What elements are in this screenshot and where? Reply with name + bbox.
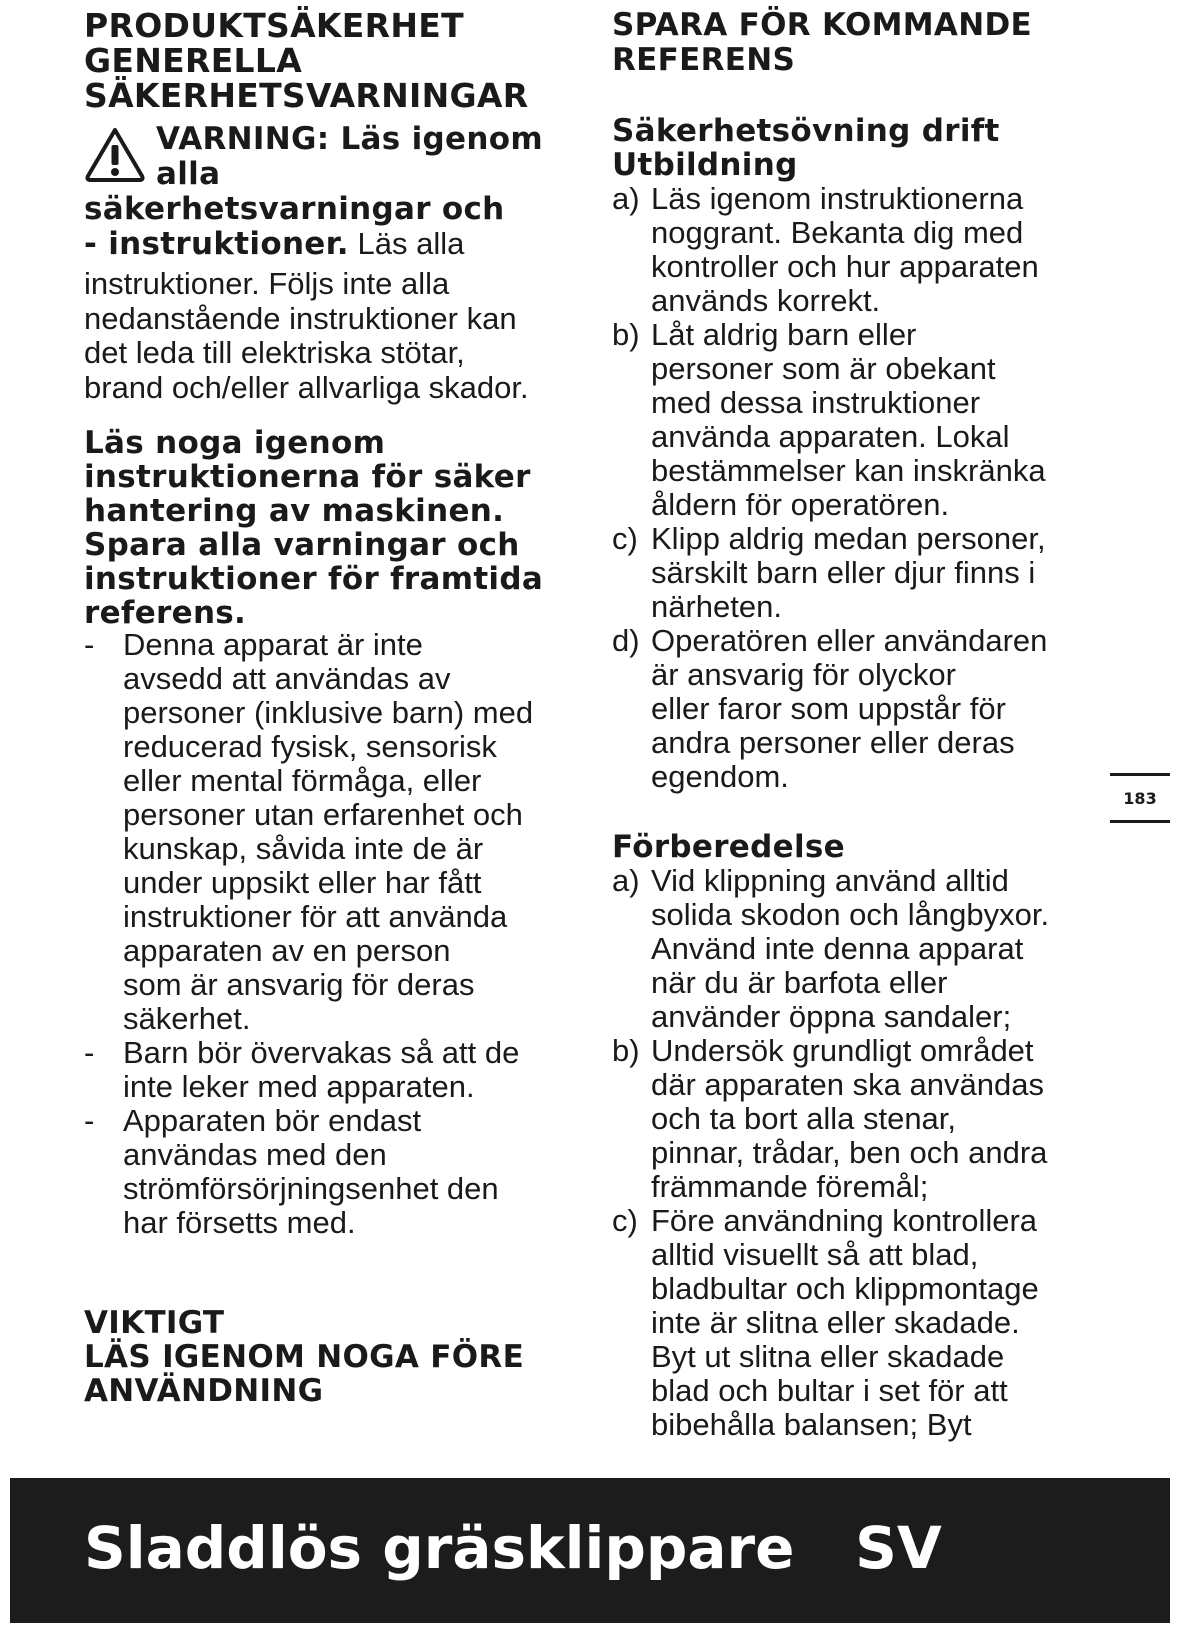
- list-item-line: personer (inklusive barn) med: [123, 695, 534, 730]
- training-subheading: [612, 114, 1112, 182]
- list-item: [612, 318, 1112, 522]
- left-column: [84, 8, 584, 1408]
- notice-block: [84, 426, 584, 630]
- training-list: [612, 182, 1112, 794]
- list-item-line: egendom.: [651, 759, 789, 794]
- heading-line: REFERENS: [612, 42, 796, 78]
- list-item-line: Undersök grundligt området: [651, 1033, 1034, 1068]
- list-item-line: under uppsikt eller har fått: [123, 865, 482, 900]
- safety-bullet-list: [84, 628, 584, 1240]
- list-item-line: andra personer eller deras: [651, 725, 1015, 760]
- notice-line: Läs noga igenom: [84, 425, 386, 461]
- list-item-line: Använd inte denna apparat: [651, 931, 1024, 966]
- warning-text: Läs alla: [348, 226, 465, 261]
- list-item-line: reducerad fysisk, sensorisk: [123, 729, 497, 764]
- list-item-line: alltid visuellt så att blad,: [651, 1237, 979, 1272]
- list-item-line: kontroller och hur apparaten: [651, 249, 1039, 284]
- list-item-line: bibehålla balansen; Byt: [651, 1407, 972, 1442]
- list-item: [84, 628, 584, 1036]
- notice-line: instruktionerna för säker: [84, 459, 531, 495]
- page-number: 183: [1110, 773, 1170, 823]
- list-item-line: Denna apparat är inte: [123, 627, 423, 662]
- list-item-line: Klipp aldrig medan personer,: [651, 521, 1046, 556]
- save-reference-heading: [612, 8, 1112, 78]
- list-item: [84, 1104, 584, 1240]
- item-marker: c): [612, 521, 638, 556]
- item-marker: a): [612, 181, 640, 216]
- preparation-list: [612, 864, 1112, 1442]
- subheading-line: Utbildning: [612, 147, 798, 183]
- heading-line: PRODUKTSÄKERHET: [84, 6, 464, 45]
- list-item-line: bestämmelser kan inskränka: [651, 453, 1046, 488]
- list-item-line: eller faror som uppstår för: [651, 691, 1006, 726]
- list-item-line: åldern för operatören.: [651, 487, 950, 522]
- item-marker: d): [612, 623, 640, 658]
- warning-text: det leda till elektriska stötar,: [84, 335, 465, 370]
- warning-first-lines: [84, 122, 584, 192]
- warning-line-mixed: [84, 227, 584, 267]
- notice-line: hantering av maskinen.: [84, 493, 505, 529]
- list-item-line: närheten.: [651, 589, 782, 624]
- list-item-line: eller mental förmåga, eller: [123, 763, 482, 798]
- warning-text: nedanstående instruktioner kan: [84, 300, 517, 336]
- bullet-marker: -: [84, 627, 95, 662]
- list-item-line: instruktioner för att använda: [123, 899, 508, 934]
- list-item-line: Låt aldrig barn eller: [651, 317, 917, 352]
- warning-title: VARNING: Läs igenom: [156, 121, 543, 157]
- list-item-line: personer som är obekant: [651, 351, 996, 386]
- list-item-line: används korrekt.: [651, 283, 881, 318]
- list-item-line: Byt ut slitna eller skadade: [651, 1339, 1005, 1374]
- item-marker: a): [612, 863, 640, 898]
- list-item: [612, 1204, 1112, 1442]
- right-column: [612, 8, 1112, 1442]
- item-marker: b): [612, 1033, 640, 1068]
- list-item-line: avsedd att användas av: [123, 661, 451, 696]
- language-code: SV: [855, 1514, 942, 1582]
- important-line: VIKTIGT: [84, 1305, 225, 1341]
- heading-line: GENERELLA: [84, 41, 303, 80]
- list-item-line: säkerhet.: [123, 1001, 251, 1036]
- list-item-line: Apparaten bör endast: [123, 1103, 422, 1138]
- heading-line: SÄKERHETSVARNINGAR: [84, 76, 529, 115]
- list-item-line: solida skodon och långbyxor.: [651, 897, 1050, 932]
- list-item-line: personer utan erfarenhet och: [123, 797, 523, 832]
- item-marker: c): [612, 1203, 638, 1238]
- notice-line: Spara alla varningar och: [84, 527, 520, 563]
- notice-line: instruktioner för framtida: [84, 561, 544, 597]
- warning-title: säkerhetsvarningar och: [84, 191, 505, 227]
- list-item-line: där apparaten ska användas: [651, 1067, 1044, 1102]
- list-item-line: kunskap, såvida inte de är: [123, 831, 484, 866]
- warning-text: instruktioner. Följs inte alla: [84, 266, 450, 301]
- subheading-line: Säkerhetsövning drift: [612, 113, 1000, 149]
- list-item: [84, 1036, 584, 1104]
- list-item-line: Före användning kontrollera: [651, 1203, 1038, 1238]
- warning-text: brand och/eller allvarliga skador.: [84, 369, 529, 405]
- list-item-line: inte är slitna eller skadade.: [651, 1305, 1020, 1340]
- list-item-line: och ta bort alla stenar,: [651, 1101, 957, 1136]
- warning-title: alla: [156, 156, 221, 192]
- list-item: [612, 522, 1112, 624]
- list-item: [612, 864, 1112, 1034]
- list-item-line: som är ansvarig för deras: [123, 967, 475, 1002]
- list-item-line: inte leker med apparaten.: [123, 1069, 475, 1104]
- preparation-heading: Förberedelse: [612, 829, 845, 865]
- footer-bar: [10, 1478, 1170, 1623]
- important-line: LÄS IGENOM NOGA FÖRE: [84, 1339, 525, 1375]
- list-item-line: när du är barfota eller: [651, 965, 948, 1000]
- bullet-marker: -: [84, 1035, 95, 1070]
- warning-block: [84, 122, 584, 405]
- item-marker: b): [612, 317, 640, 352]
- footer-title: [84, 1515, 942, 1581]
- product-title: Sladdlös gräsklippare: [84, 1514, 795, 1582]
- list-item-line: använda apparaten. Lokal: [651, 419, 1010, 454]
- list-item-line: Läs igenom instruktionerna: [651, 181, 1024, 216]
- list-item-line: blad och bultar i set för att: [651, 1373, 1008, 1408]
- list-item-line: främmande föremål;: [651, 1169, 929, 1204]
- bullet-marker: -: [84, 1103, 95, 1138]
- safety-heading: [84, 8, 584, 113]
- important-heading: [84, 1306, 584, 1408]
- list-item: [612, 1034, 1112, 1204]
- list-item-line: har försetts med.: [123, 1205, 356, 1240]
- warning-title: - instruktioner.: [84, 226, 349, 262]
- list-item-line: strömförsörjningsenhet den: [123, 1171, 499, 1206]
- list-item-line: Barn bör övervakas så att de: [123, 1035, 520, 1070]
- list-item-line: Vid klippning använd alltid: [651, 863, 1009, 898]
- list-item: [612, 182, 1112, 318]
- list-item-line: med dessa instruktioner: [651, 385, 981, 420]
- warning-triangle-icon: [84, 126, 146, 182]
- important-line: ANVÄNDNING: [84, 1373, 324, 1409]
- list-item-line: Operatören eller användaren: [651, 623, 1048, 658]
- notice-line: referens.: [84, 595, 247, 631]
- list-item-line: är ansvarig för olyckor: [651, 657, 956, 692]
- list-item-line: använder öppna sandaler;: [651, 999, 1012, 1034]
- list-item-line: pinnar, trådar, ben och andra: [651, 1135, 1048, 1170]
- list-item-line: användas med den: [123, 1137, 387, 1172]
- list-item-line: bladbultar och klippmontage: [651, 1271, 1039, 1306]
- list-item-line: apparaten av en person: [123, 933, 451, 968]
- heading-line: SPARA FÖR KOMMANDE: [612, 7, 1032, 43]
- list-item: [612, 624, 1112, 794]
- list-item-line: särskilt barn eller djur finns i: [651, 555, 1036, 590]
- list-item-line: noggrant. Bekanta dig med: [651, 215, 1024, 250]
